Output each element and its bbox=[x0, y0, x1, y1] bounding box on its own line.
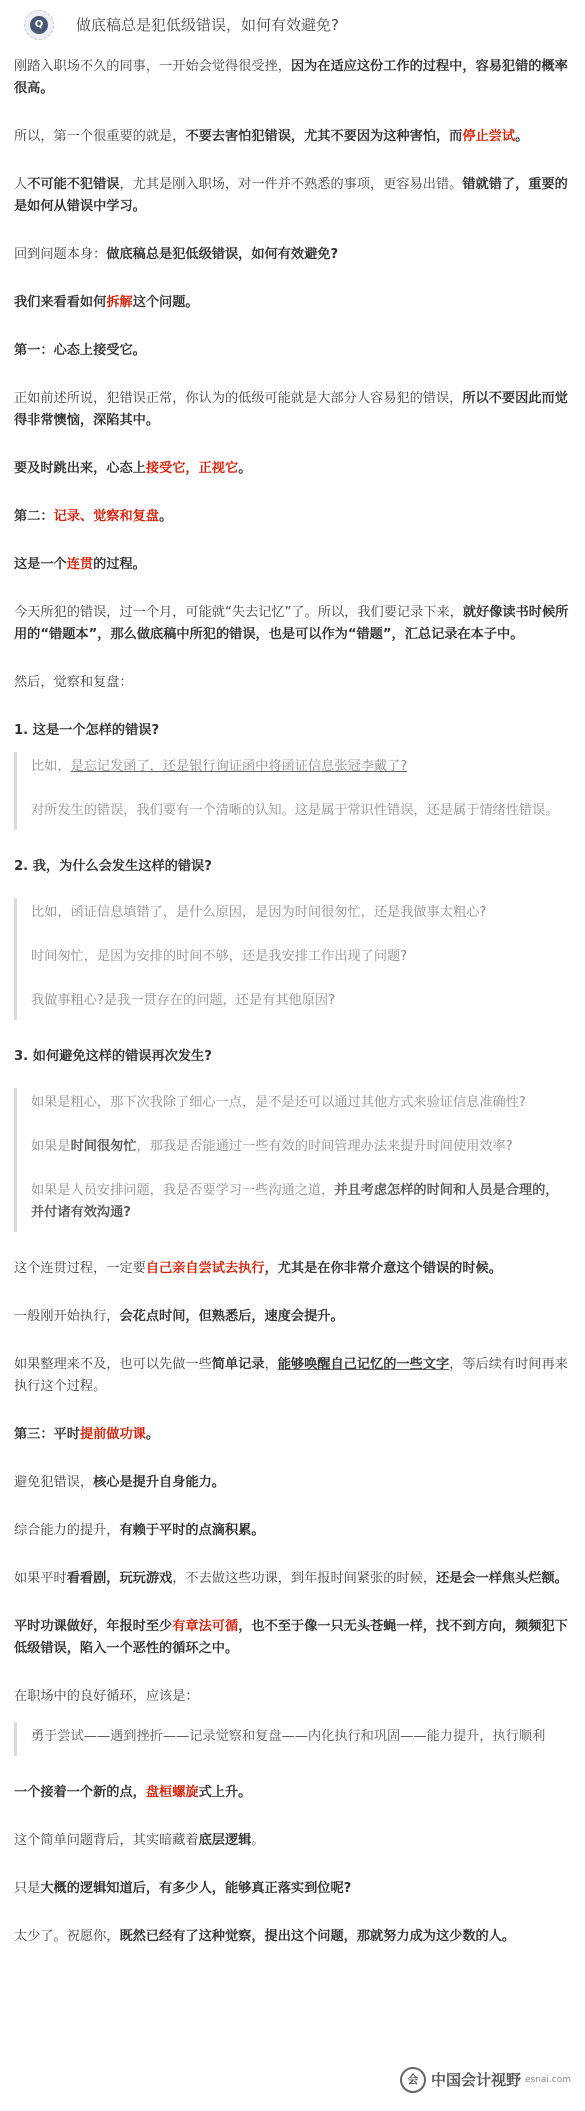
quote-block-4: 勇于尝试——遇到挫折——记录觉察和复盘——内化执行和巩固——能力提升，执行顺利 bbox=[14, 1722, 571, 1756]
question-icon: Q bbox=[24, 10, 54, 40]
paragraph-dont-fear: 所以，第一个很重要的就是，不要去害怕犯错误，尤其不要因为这种害怕，而停止尝试。 bbox=[14, 129, 529, 144]
question-header bbox=[14, 8, 571, 42]
paragraph-mistakes-normal: 人不可能不犯错误，尤其是刚入职场，对一件并不熟悉的事项，更容易出错。错就错了，重要的是如何从错误中学习。 bbox=[14, 177, 568, 214]
question-heading-2: 2. 我，为什么会发生这样的错误? bbox=[14, 859, 212, 874]
question-heading-3: 3. 如何避免这样的错误再次发生? bbox=[14, 1049, 212, 1064]
paragraph-core: 避免犯错误，核心是提升自身能力。 bbox=[14, 1475, 225, 1490]
paragraph-simple-record: 如果整理来不及，也可以先做一些简单记录，能够唤醒自己记忆的一些文字，等后续有时间再来执行这个过程。 bbox=[14, 1357, 568, 1394]
site-logo-icon: 会 bbox=[400, 2067, 426, 2093]
paragraph-spiral: 一个接着一个新的点，盘桓螺旋式上升。 bbox=[14, 1785, 252, 1800]
section-heading-first: 第一：心态上接受它。 bbox=[14, 343, 146, 358]
paragraph-back-to-question: 回到问题本身：做底稿总是犯低级错误，如何有效避免? bbox=[14, 247, 339, 262]
watermark bbox=[400, 2067, 571, 2093]
question-heading-1: 1. 这是一个怎样的错误? bbox=[14, 723, 160, 738]
paragraph-accumulate: 综合能力的提升，有赖于平时的点滴积累。 bbox=[14, 1523, 265, 1538]
paragraph-execute: 这个连贯过程，一定要自己亲自尝试去执行，尤其是在你非常介意这个错误的时候。 bbox=[14, 1261, 502, 1276]
section-heading-third: 第三：平时提前做功课。 bbox=[14, 1427, 160, 1442]
paragraph-breakdown: 我们来看看如何拆解这个问题。 bbox=[14, 295, 199, 310]
quote-block-3: 如果是粗心，那下次我除了细心一点，是不是还可以通过其他方式来验证信息准确性? 如果是时间很匆忙，那我是否能通过一些有效的时间管理办法来提升时间使用效率? 如果是人员安排问题，我是否要学习一些沟通之道，并且考虑怎样的时间和人员是合理的，并付诸有效沟通? bbox=[14, 1088, 571, 1232]
paragraph-start: 一般刚开始执行，会花点时间，但熟悉后，速度会提升。 bbox=[14, 1309, 344, 1324]
section-heading-second: 第二：记录、觉察和复盘。 bbox=[14, 509, 173, 524]
quote-block-2: 比如，函证信息填错了，是什么原因，是因为时间很匆忙，还是我做事太粗心? 时间匆忙，是因为安排的时间不够，还是我安排工作出现了问题? 我做事粗心?是我一贯存在的问题，还是有其他原因? bbox=[14, 898, 571, 1020]
watermark-text: 中国会计视野 bbox=[430, 2071, 521, 2089]
paragraph-record: 今天所犯的错误，过一个月，可能就“失去记忆”了。所以，我们要记录下来，就好像读书时候所用的“错题本”，那么做底稿中所犯的错误，也是可以作为“错题”，汇总记录在本子中。 bbox=[14, 605, 569, 642]
watermark-url: esnai.com bbox=[524, 2075, 571, 2085]
paragraph-coherent: 这是一个连贯的过程。 bbox=[14, 557, 146, 572]
paragraph-homework: 平时功课做好，年报时至少有章法可循，也不至于像一只无头苍蝇一样，找不到方向，频频犯下低级错误，陷入一个恶性的循环之中。 bbox=[14, 1619, 568, 1656]
paragraph-cycle: 在职场中的良好循环，应该是： bbox=[14, 1689, 199, 1704]
paragraph-then: 然后，觉察和复盘： bbox=[14, 675, 133, 690]
question-title: 做底稿总是犯低级错误，如何有效避免? bbox=[76, 16, 339, 34]
paragraph-as-said: 正如前述所说，犯错误正常，你认为的低级可能就是大部分人容易犯的错误，所以不要因此而觉得非常懊恼，深陷其中。 bbox=[14, 391, 568, 428]
paragraph-accept: 要及时跳出来，心态上接受它，正视它。 bbox=[14, 461, 252, 476]
quote-block-1: 比如，是忘记发函了，还是银行询证函中将函证信息张冠李戴了? 对所发生的错误，我们要有一个清晰的认知。这是属于常识性错误，还是属于情绪性错误。 bbox=[14, 752, 571, 830]
paragraph-logic: 这个简单问题背后，其实暗藏着底层逻辑。 bbox=[14, 1833, 265, 1848]
paragraph-closing: 太少了。祝愿你，既然已经有了这种觉察，提出这个问题，那就努力成为这少数的人。 bbox=[14, 1929, 516, 1944]
paragraph-intro: 刚踏入职场不久的同事，一开始会觉得很受挫，因为在适应这份工作的过程中，容易犯错的概率很高。 bbox=[14, 59, 568, 96]
paragraph-implement: 只是大概的逻辑知道后，有多少人，能够真正落实到位呢? bbox=[14, 1881, 352, 1896]
paragraph-drama: 如果平时看看剧，玩玩游戏，不去做这些功课，到年报时间紧张的时候，还是会一样焦头烂额。 bbox=[14, 1571, 568, 1586]
